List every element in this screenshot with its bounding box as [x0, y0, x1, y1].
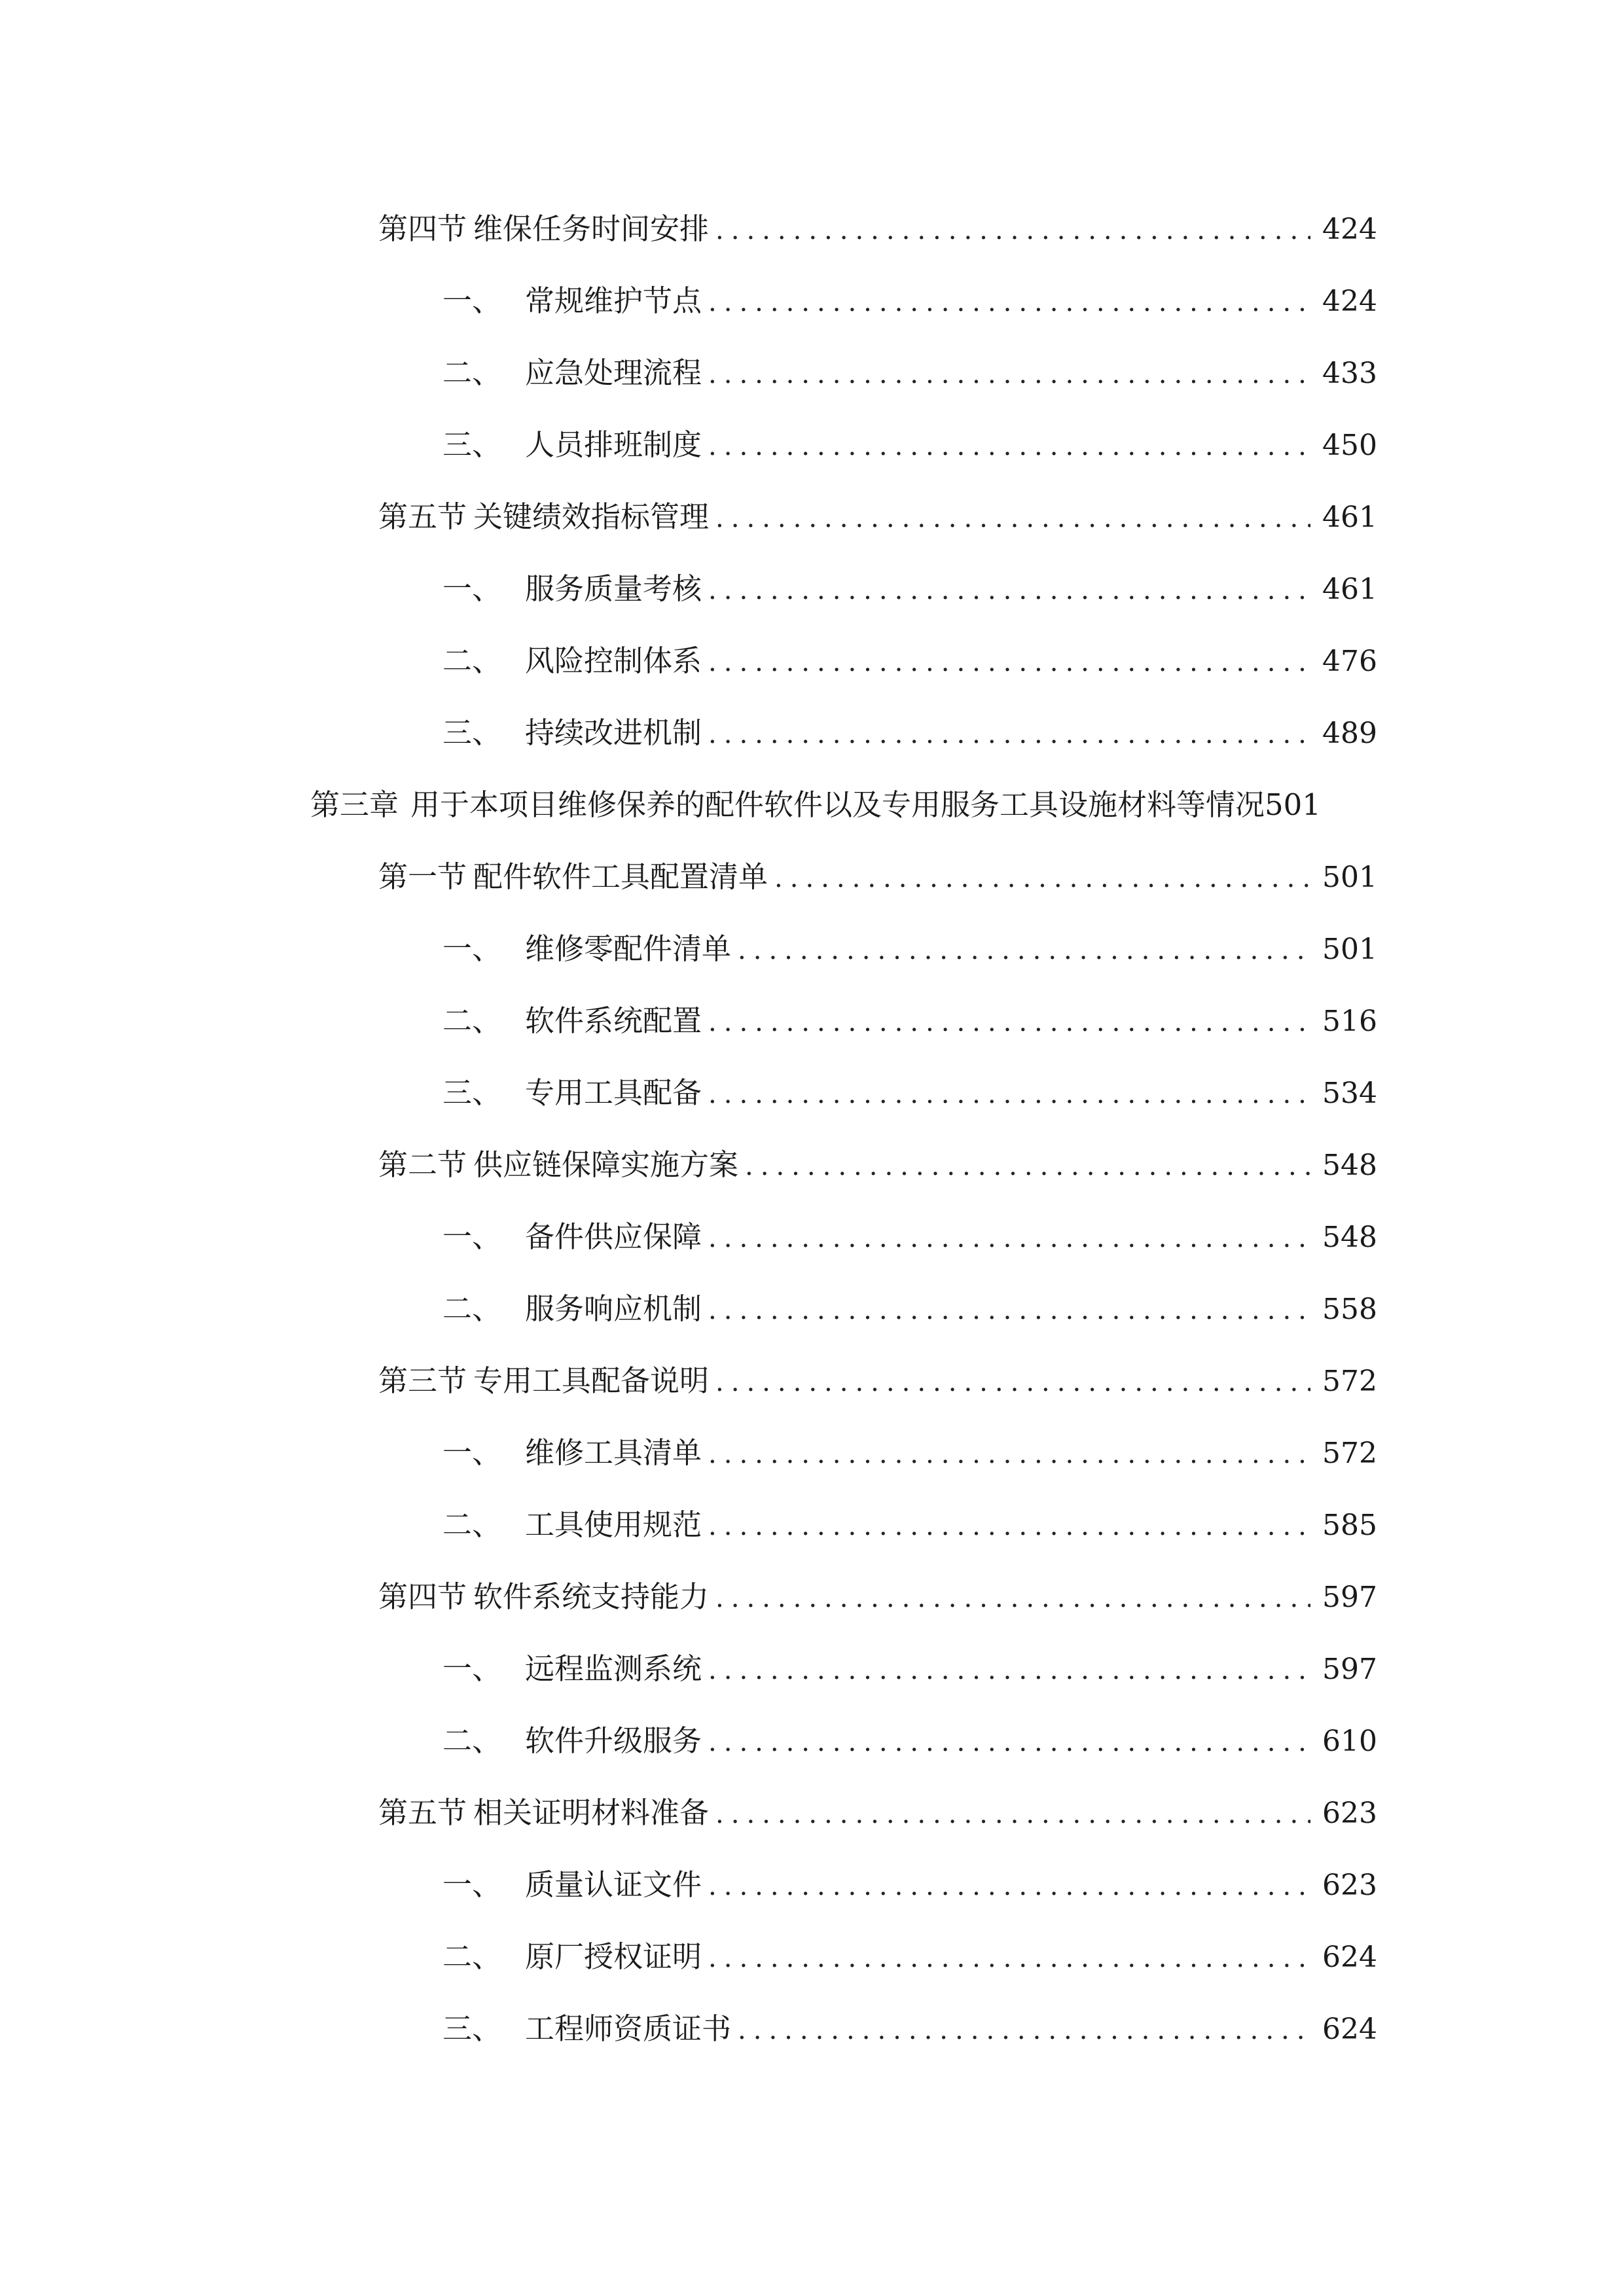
dot-leader: [708, 708, 1310, 761]
toc-entry-page: 501: [1310, 924, 1377, 976]
toc-entry-title: 维保任务时间安排: [473, 211, 710, 246]
toc-entry-section[interactable]: [378, 1571, 1377, 1623]
toc-entry-label: 二、: [442, 1939, 502, 1974]
dot-leader: [708, 1932, 1310, 1984]
toc-entry-title: 远程监测系统: [525, 1651, 702, 1686]
toc-entry-label: 一、: [442, 931, 502, 966]
toc-entry-page: 597: [1310, 1571, 1377, 1624]
toc-entry-section[interactable]: [378, 491, 1377, 543]
dot-leader: [715, 204, 1310, 257]
toc-entry-title: 供应链保障实施方案: [473, 1147, 739, 1182]
dot-leader: [708, 564, 1310, 617]
toc-entry-chapter[interactable]: [310, 779, 1423, 831]
dot-leader: [715, 492, 1310, 545]
toc-entry-title: 应急处理流程: [525, 355, 702, 390]
toc-entry-label: 第二节: [378, 1147, 467, 1182]
toc-entry-subsection[interactable]: [442, 635, 1377, 687]
toc-entry-label: 第三节: [378, 1363, 467, 1398]
toc-entry-page: 516: [1310, 996, 1377, 1048]
toc-entry-page: 624: [1310, 2003, 1377, 2056]
toc-entry-label: 第四节: [378, 1579, 467, 1614]
toc-entry-label: 一、: [442, 1651, 502, 1686]
toc-entry-page: 548: [1310, 1139, 1377, 1192]
toc-entry-subsection[interactable]: [442, 1211, 1377, 1263]
toc-entry-label: 二、: [442, 1723, 502, 1758]
toc-entry-page: 433: [1310, 348, 1377, 400]
toc-entry-label: 第五节: [378, 1795, 467, 1830]
toc-entry-title: 软件系统配置: [525, 1003, 702, 1038]
toc-entry-title: 专用工具配备说明: [473, 1363, 710, 1398]
toc-entry-label: 一、: [442, 283, 502, 318]
toc-entry-label: 三、: [442, 715, 502, 750]
toc-entry-page: 572: [1310, 1355, 1377, 1408]
dot-leader: [738, 924, 1310, 977]
toc-entry-label: 一、: [442, 571, 502, 606]
dot-leader: [708, 1716, 1310, 1768]
toc-entry-label: 三、: [442, 1075, 502, 1110]
toc-entry-label: 二、: [442, 1003, 502, 1038]
toc-entry-title: 服务质量考核: [525, 571, 702, 606]
toc-entry-label: 一、: [442, 1435, 502, 1470]
toc-entry-label: 二、: [442, 643, 502, 678]
toc-entry-label: 三、: [442, 2011, 502, 2046]
toc-entry-page: 610: [1310, 1715, 1377, 1768]
dot-leader: [708, 420, 1310, 473]
toc-entry-subsection[interactable]: [442, 1427, 1377, 1479]
toc-entry-title: 工具使用规范: [525, 1507, 702, 1542]
toc-entry-subsection[interactable]: [442, 2003, 1377, 2055]
dot-leader: [708, 348, 1310, 401]
dot-leader: [715, 1572, 1310, 1624]
dot-leader: [708, 1500, 1310, 1552]
toc-entry-section[interactable]: [378, 1355, 1377, 1407]
toc-entry-title: 关键绩效指标管理: [473, 499, 710, 534]
dot-leader: [708, 996, 1310, 1049]
toc-entry-label: 一、: [442, 1867, 502, 1902]
toc-entry-title: 软件系统支持能力: [473, 1579, 710, 1614]
toc-entry-label: 一、: [442, 1219, 502, 1254]
dot-leader: [708, 276, 1310, 329]
toc-entry-subsection[interactable]: [442, 1499, 1377, 1551]
toc-entry-title: 常规维护节点: [525, 283, 702, 318]
toc-entry-subsection[interactable]: [442, 707, 1377, 759]
dot-leader: [708, 1284, 1310, 1336]
dot-leader: [708, 1428, 1310, 1480]
toc-entry-title: 质量认证文件: [525, 1867, 702, 1902]
toc-entry-page: 476: [1310, 636, 1377, 688]
dot-leader: [708, 1860, 1310, 1912]
toc-entry-page: 424: [1310, 204, 1377, 256]
toc-entry-label: 第五节: [378, 499, 467, 534]
toc-entry-section[interactable]: [378, 1139, 1377, 1191]
toc-entry-subsection[interactable]: [442, 995, 1377, 1047]
toc-entry-label: 二、: [442, 355, 502, 390]
toc-entry-title: 维修工具清单: [525, 1435, 702, 1470]
toc-entry-subsection[interactable]: [442, 1931, 1377, 1983]
toc-entry-subsection[interactable]: [442, 923, 1377, 975]
toc-entry-title: 风险控制体系: [525, 643, 702, 678]
toc-entry-label: 三、: [442, 427, 502, 462]
toc-entry-page: 424: [1310, 276, 1377, 328]
toc-entry-title: 软件升级服务: [525, 1723, 702, 1758]
toc-entry-title: 原厂授权证明: [525, 1939, 702, 1974]
toc-entry-subsection[interactable]: [442, 1283, 1377, 1335]
dot-leader: [715, 1356, 1310, 1408]
toc-entry-subsection[interactable]: [442, 347, 1377, 399]
toc-entry-subsection[interactable]: [442, 419, 1377, 471]
toc-entry-page: 548: [1310, 1211, 1377, 1264]
toc-entry-title: 配件软件工具配置清单: [473, 859, 768, 894]
toc-entry-section[interactable]: [378, 851, 1377, 903]
toc-entry-page: 461: [1310, 492, 1377, 544]
toc-entry-title: 备件供应保障: [525, 1219, 702, 1254]
toc-entry-page: 623: [1310, 1859, 1377, 1912]
toc-entry-section[interactable]: [378, 203, 1377, 255]
toc-entry-page: 450: [1310, 420, 1377, 472]
dot-leader: [774, 852, 1310, 905]
toc-entry-title: 专用工具配备: [525, 1075, 702, 1110]
toc-entry-page: 534: [1310, 1067, 1377, 1120]
toc-entry-page: 597: [1310, 1643, 1377, 1696]
toc-entry-title: 相关证明材料准备: [473, 1795, 710, 1830]
toc-entry-page: 624: [1310, 1931, 1377, 1984]
toc-entry-page: 572: [1310, 1427, 1377, 1480]
toc-entry-page: 501: [1265, 787, 1321, 822]
toc-entry-page: 501: [1310, 852, 1377, 904]
toc-entry-page: 623: [1310, 1787, 1377, 1840]
toc-entry-label: 第四节: [378, 211, 467, 246]
toc-entry-page: 489: [1310, 708, 1377, 760]
toc-entry-subsection[interactable]: [442, 563, 1377, 615]
dot-leader: [745, 1140, 1310, 1193]
toc-entry-title: 维修零配件清单: [525, 931, 732, 966]
toc-entry-subsection[interactable]: [442, 275, 1377, 327]
toc-entry-title: 用于本项目维修保养的配件软件以及专用服务工具设施材料等情况: [410, 787, 1265, 822]
toc-entry-label: 第三章: [310, 787, 399, 822]
toc-entry-subsection[interactable]: [442, 1859, 1377, 1911]
toc-entry-label: 二、: [442, 1507, 502, 1542]
toc-entry-subsection[interactable]: [442, 1643, 1377, 1695]
toc-entry-page: 558: [1310, 1283, 1377, 1336]
dot-leader: [708, 1644, 1310, 1696]
toc-entry-subsection[interactable]: [442, 1067, 1377, 1119]
toc-entry-page: 461: [1310, 564, 1377, 616]
toc-entry-title: 服务响应机制: [525, 1291, 702, 1326]
toc-entry-title: 人员排班制度: [525, 427, 702, 462]
toc-entry-label: 第一节: [378, 859, 467, 894]
toc-entry-section[interactable]: [378, 1787, 1377, 1839]
toc-entry-title: 持续改进机制: [525, 715, 702, 750]
toc-entry-subsection[interactable]: [442, 1715, 1377, 1767]
toc-entry-page: 585: [1310, 1499, 1377, 1552]
dot-leader: [708, 636, 1310, 689]
dot-leader: [715, 1788, 1310, 1840]
dot-leader: [708, 1212, 1310, 1265]
dot-leader: [738, 2004, 1310, 2056]
toc-entry-label: 二、: [442, 1291, 502, 1326]
dot-leader: [708, 1068, 1310, 1121]
toc-entry-title: 工程师资质证书: [525, 2011, 732, 2046]
